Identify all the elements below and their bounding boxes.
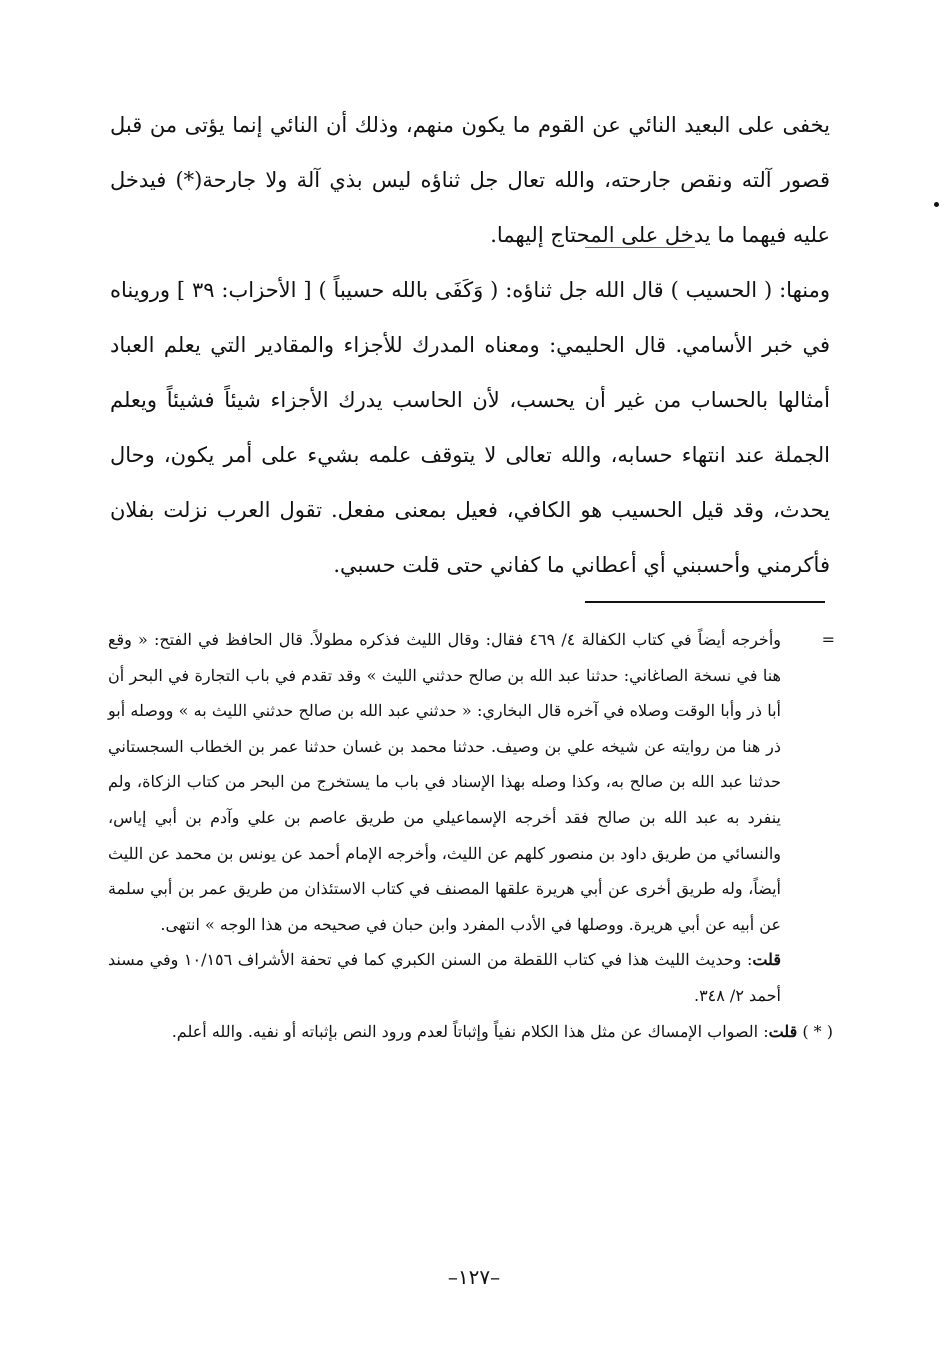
margin-dot (934, 202, 939, 207)
continuation-text: وأخرجه أيضاً في كتاب الكفالة ٤/ ٤٦٩ فقال: وقال الليث فذكره مطولاً. قال الحافظ في الفتح: « وقع هنا في نسخة الصاغاني: حدثنا عبد الله بن صالح حدثني الليث » وقد تقدم في باب التجارة في البحر أن أبا ذر وأبا الوقت وصلاه في آخره قال البخاري: « حدثني عبد الله بن صالح حدثني الليث به » ووصله أبو ذر هنا من روايته عن شيخه علي بن وصيف. حدثنا محمد بن غسان حدثنا عمر بن الخطاب السجستاني حدثنا عبد الله بن صالح به، وكذا وصله بهذا الإسناد في باب ما يستخرج من البحر من كتاب الزكاة، ولم ينفرد به عبد الله بن صالح فقد أخرجه الإسماعيلي من طريق عاصم بن علي وآدم بن أبي إياس، والنسائي من طريق داود بن منصور كلهم عن الليث، وأخرجه الإمام أحمد عن يونس بن محمد عن الليث أيضاً، وله طريق أخرى عن أبي هريرة علقها المصنف في كتاب الاستئذان من طريق عمر بن أبي سلمة عن أبيه عن أبي هريرة. ووصلها في الأدب المفرد وابن حبان في صحيحه من هذا الوجه » انتهى. (108, 630, 782, 934)
page-number: –١٢٧– (447, 1265, 501, 1289)
heading-rule (585, 247, 695, 248)
footnote-separator (585, 601, 825, 603)
main-text (110, 98, 830, 593)
footnote-continuation (108, 622, 833, 1014)
continuation-marker: = (821, 630, 835, 649)
note-text: : وحديث الليث هذا في كتاب اللقطة من السنن الكبري كما في تحفة الأشراف ١٠/١٥٦ وفي مسند أحمد ٢/ ٣٤٨. (108, 950, 781, 1005)
star-label: قلت (768, 1021, 798, 1041)
star-marker: ( * ) (802, 1021, 833, 1041)
star-text: : الصواب الإمساك عن مثل هذا الكلام نفياً وإثباتاً لعدم ورود النص بإثباته أو نفيه. والله أعلم. (171, 1021, 769, 1041)
paragraph-2: ومنها: ( الحسيب ) قال الله جل ثناؤه: ( وَكَفَى بالله حسيباً ) [ الأحزاب: ٣٩ ] ورويناه في خبر الأسامي. قال الحليمي: ومعناه المدرك للأجزاء والمقادير التي يعلم العباد أمثالها بالحساب من غير أن يحسب، لأن الحاسب يدرك الأجزاء شيئاً فشيئاً ويعلم الجملة عند انتهاء حسابه، والله تعالى لا يتوقف علمه بشيء على أمر يكون، وحال يحدث، وقد قيل الحسيب هو الكافي، فعيل بمعنى مفعل. تقول العرب نزلت بفلان فأكرمني وأحسبني أي أعطاني ما كفاني حتى قلت حسبي. (110, 278, 830, 577)
footnote-continuation-text (108, 622, 833, 1014)
note-label: قلت (752, 950, 781, 970)
footnote-star (108, 1014, 833, 1050)
footnotes (108, 622, 833, 1049)
paragraph-1: يخفى على البعيد النائي عن القوم ما يكون منهم، وذلك أن النائي إنما يؤتى من قبل قصور آلته ونقص جارحته، والله تعال جل ثناؤه ليس بذي آلة ولا جارحة(*) فيدخل عليه فيهما ما يدخل على المحتاج إليهما. (110, 113, 830, 247)
